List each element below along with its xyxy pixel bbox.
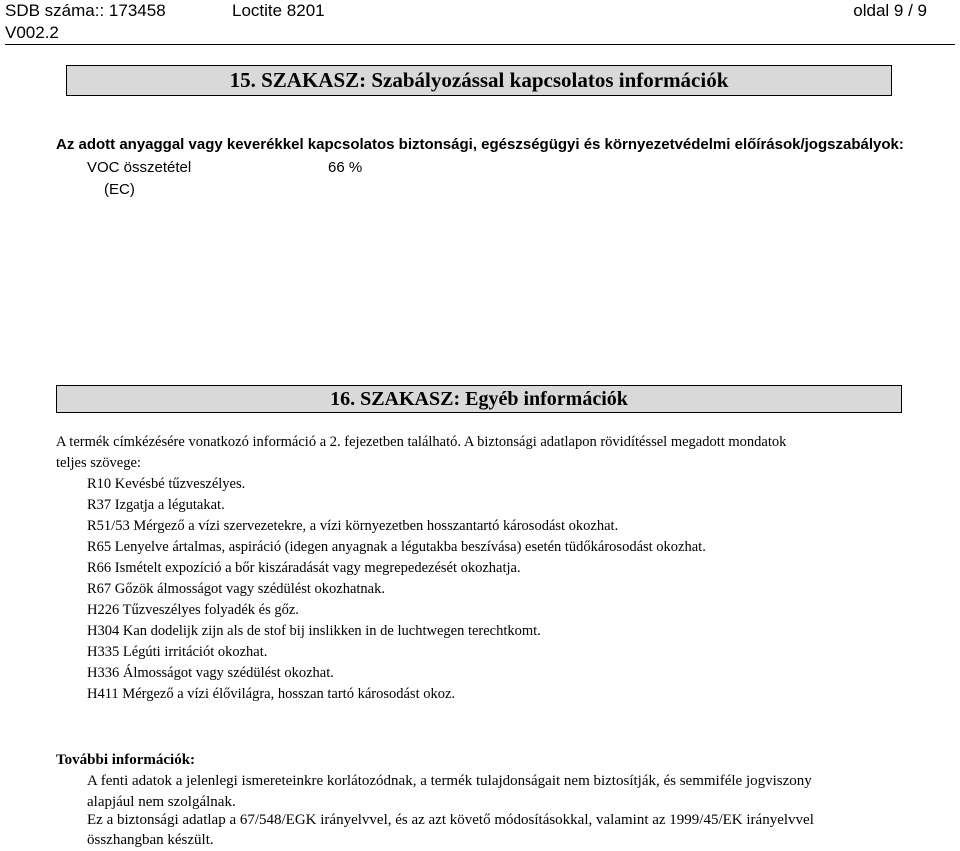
section16-title: 16. SZAKASZ: Egyéb információk xyxy=(56,385,902,413)
page-number: oldal 9 / 9 xyxy=(853,1,927,20)
voc-value: 66 % xyxy=(328,159,363,176)
product-name: Loctite 8201 xyxy=(232,1,325,20)
header-divider xyxy=(5,44,955,45)
further-info-line: összhangban készült. xyxy=(87,832,214,848)
version: V002.2 xyxy=(5,23,59,42)
further-info-line: A fenti adatok a jelenlegi ismereteinkre korlátozódnak, a termék tulajdonságait nem biztosítják, és semmiféle jogviszony xyxy=(87,773,812,789)
phrase-item: R51/53 Mérgező a vízi szervezetekre, a vízi környezetben hosszantartó károsodást okozhat. xyxy=(87,518,619,534)
label-info-intro-cont: teljes szövege: xyxy=(56,455,141,471)
phrase-item: R66 Ismételt expozíció a bőr kiszáradását vagy megrepedezését okozhatja. xyxy=(87,560,521,576)
sdb-number: SDB száma:: 173458 xyxy=(5,1,166,20)
phrase-item: R65 Lenyelve ártalmas, aspiráció (idegen anyagnak a légutakba beszívása) esetén tüdőkárosodást okozhat. xyxy=(87,539,706,555)
voc-sub: (EC) xyxy=(104,181,135,198)
further-info-heading: További információk: xyxy=(56,752,196,768)
phrase-item: R37 Izgatja a légutakat. xyxy=(87,497,225,513)
label-info-intro: A termék címkézésére vonatkozó információ a 2. fejezetben található. A biztonsági adatlapon rövidítéssel megadott mondatok xyxy=(56,434,787,450)
further-info-line: alapjául nem szolgálnak. xyxy=(87,794,236,810)
phrase-item: H304 Kan dodelijk zijn als de stof bij inslikken in de luchtwegen terechtkomt. xyxy=(87,623,541,639)
further-info-line: Ez a biztonsági adatlap a 67/548/EGK irányelvvel, és az azt követő módosításokkal, valamint az 1999/45/EK irányelvvel xyxy=(87,812,814,828)
phrase-item: H335 Légúti irritációt okozhat. xyxy=(87,644,268,660)
section15-title: 15. SZAKASZ: Szabályozással kapcsolatos információk xyxy=(66,65,892,96)
phrase-item: H411 Mérgező a vízi élővilágra, hosszan tartó károsodást okoz. xyxy=(87,686,456,702)
phrase-item: H336 Álmosságot vagy szédülést okozhat. xyxy=(87,665,334,681)
phrase-item: R10 Kevésbé tűzveszélyes. xyxy=(87,476,246,492)
regulations-heading: Az adott anyaggal vagy keverékkel kapcsolatos biztonsági, egészségügyi és környezetvédelmi előírások/jogszabályok: xyxy=(56,136,904,153)
phrase-item: H226 Tűzveszélyes folyadék és gőz. xyxy=(87,602,299,618)
phrase-item: R67 Gőzök álmosságot vagy szédülést okozhatnak. xyxy=(87,581,385,597)
voc-label: VOC összetétel xyxy=(87,159,192,176)
